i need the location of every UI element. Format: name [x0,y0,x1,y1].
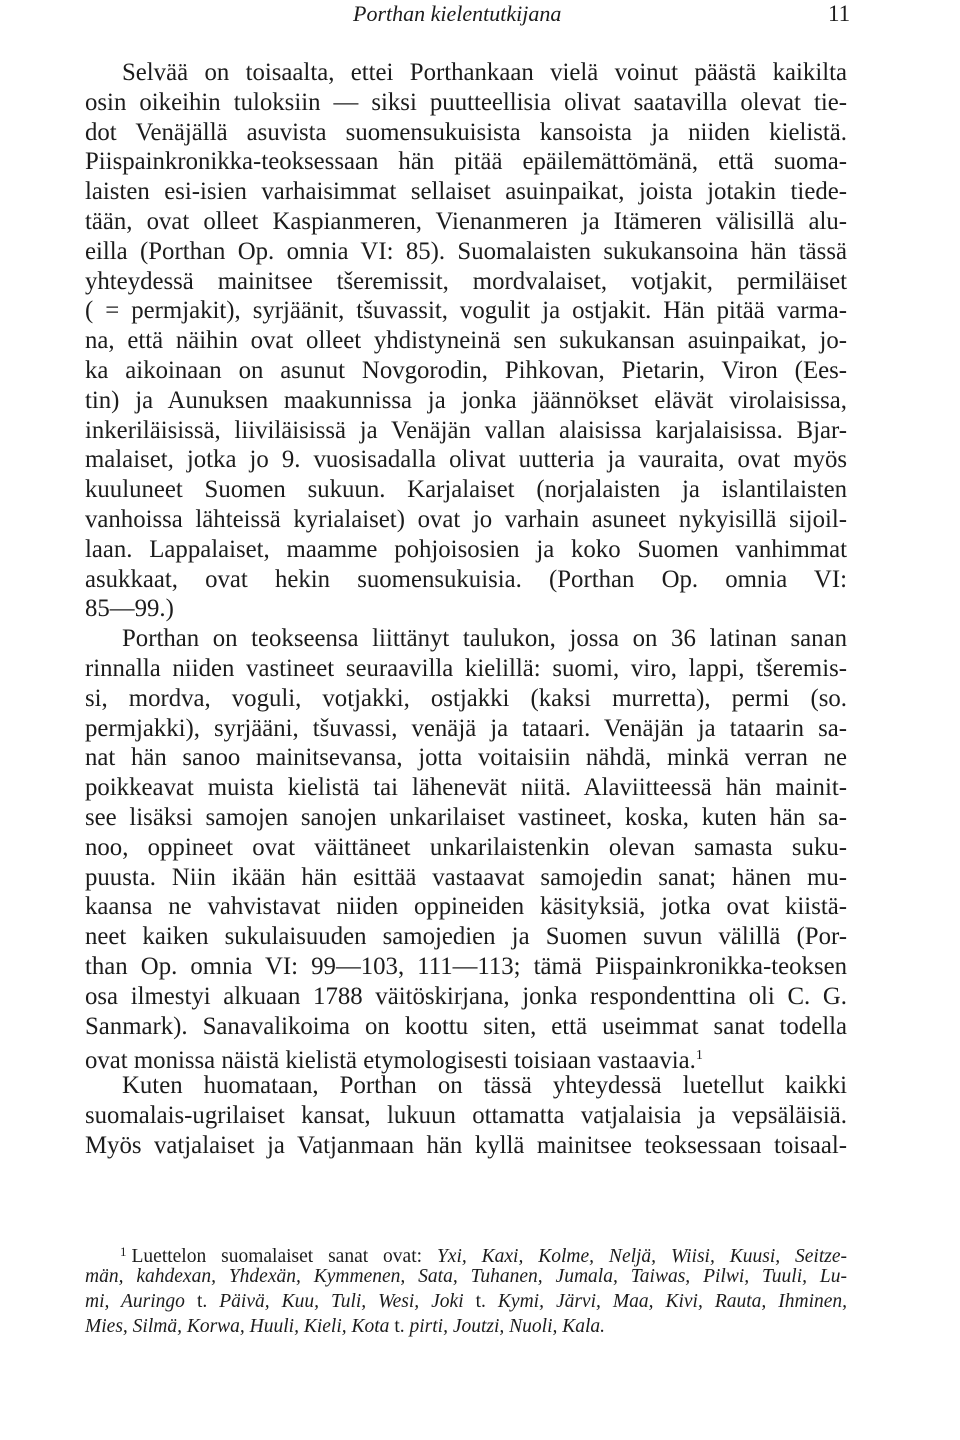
footnote-line [85,1314,847,1339]
footnote-number: 1 [120,1244,127,1259]
text-line: vanhoissa lähteissä kyrialaiset) ovat jo varhain asuneet nykyisillä sijoil- [85,505,847,533]
text-line: yhteydessä mainitsee tšeremissit, mordvalaiset, votjakit, permiläiset [85,267,847,295]
footnote-words: män, kahdexan, Yhdexän, Kymmenen, Sata, Tuhanen, Jumala, Taiwas, Pilwi, Tuuli, Lu- [85,1266,847,1287]
text-line: na, että näihin ovat olleet yhdistyneinä sen sukukansan asuinpaikat, jo- [85,327,847,355]
text-line: Myös vatjalaiset ja Vatjanmaan hän kyllä mainitsee teoksessaan toisaal- [85,1131,847,1159]
text-line-content: ovat monissa näistä kielistä etymologisesti toisiaan vastaavia. [85,1047,696,1075]
text-line: si, mordva, voguli, votjakki, ostjakki (kaksi murretta), permi (so. [85,684,847,712]
text-line: Sanmark). Sanavalikoima on koottu siten, että useimmat sanat todella [85,1012,847,1040]
text-line: kuuluneet Suomen sukuun. Karjalaiset (norjalaisten ja islantilaisten [85,476,847,504]
text-line: laan. Lappalaiset, maamme pohjoisosien ja koko Suomen vanhimmat [85,535,847,563]
text-line: kaansa ne vahvistavat niiden oppineiden käsityksiä, jotka ovat kiistä- [85,893,847,921]
text-line: osa ilmestyi alkuaan 1788 väitöskirjana, jonka respondenttina oli C. G. [85,982,847,1010]
text-line: Selvää on toisaalta, ettei Porthankaan vielä voinut päästä kaikilta [122,59,847,86]
footnote-line [85,1264,847,1289]
text-line: eilla (Porthan Op. omnia VI: 85). Suomalaisten sukukansoina hän tässä [85,237,847,265]
footnote-separator: t. [394,1316,405,1337]
text-line: osin oikeihin tuloksiin — siksi puutteellisia olivat saatavilla olevat tie- [85,88,847,116]
text-line: dot Venäjällä asuvista suomensukuisista kansoista ja niiden kielistä. [85,118,847,146]
main-text [85,58,847,1160]
text-line: permjakki), syrjääni, tšuvassi, venäjä ja tataari. Venäjän ja tataarin sa- [85,714,847,742]
text-line: rinnalla niiden vastineet seuraavilla kielillä: suomi, viro, lappi, tšeremis- [85,654,847,682]
text-line: puusta. Niin ikään hän esittää vastaavat samojedin sanat; hänen mu- [85,863,847,891]
footnote-words: Päivä, Kuu, Tuli, Wesi, Joki [219,1291,464,1312]
running-title: Porthan kielentutkijana [353,1,562,26]
text-line: ( = permjakit), syrjäänit, tšuvassit, vogulit ja ostjakit. Hän pitää varma- [85,297,847,325]
text-line: Kuten huomataan, Porthan on tässä yhteydessä luetellut kaikki [122,1072,847,1100]
text-line: nat hän sanoo mainitsevansa, jotta voitaisiin nähdä, minkä verran ne [85,744,847,772]
footnote-words: Yxi, Kaxi, Kolme, Neljä, Wiisi, Kuusi, Seitze- [436,1246,847,1267]
text-line: ka aikoinaan on asunut Novgorodin, Pihkovan, Pietarin, Viron (Ees- [85,356,847,384]
page-number: 11 [828,1,851,26]
text-line: noo, oppineet ovat väittäneet unkarilaistenkin olevan samasta suku- [85,833,847,861]
text-line: neet kaiken sukulaisuuden samojedien ja Suomen suvun välillä (Por- [85,923,847,951]
footnote-separator: t. [196,1291,208,1312]
text-line: than Op. omnia VI: 99—103, 111—113; tämä Piispainkronikka-teoksen [85,952,847,980]
text-line: suomalais-ugrilaiset kansat, lukuun ottamatta vatjalaisia ja vepsäläisiä. [85,1101,847,1129]
footnote-separator: t. [475,1291,486,1312]
text-line: 85—99.) [85,595,174,623]
text-line: laisten esi-isien varhaisimmat sellaiset asuinpaikat, joista jotakin tiede- [85,178,847,206]
footnote-words: Kymi, Järvi, Maa, Kivi, Rauta, Ihminen, [497,1291,848,1312]
text-line: inkeriläisissä, liiviläisissä ja Venäjän vallan alaisissa karjalaisissa. Bjar- [85,416,847,444]
text-line: tin) ja Aunuksen maakunnissa ja jonka jäännökset elävät virolaisissa, [85,386,847,414]
text-line: Piispainkronikka-teoksessaan hän pitää epäilemättömänä, että suoma- [85,148,847,176]
text-line: poikkeavat muista kielistä tai lähenevät niitä. Alaviitteessä hän mainit- [85,774,847,802]
text-line: malaiset, jotka jo 9. vuosisadalla olivat uutteria ja vauraita, ovat myös [85,446,847,474]
text-line-with-footnote-ref [85,1041,847,1075]
text-line: see lisäksi samojen sanojen unkarilaiset vastineet, koska, kuten hän sa- [85,803,847,831]
footnote-words: pirti, Joutzi, Nuoli, Kala. [409,1316,606,1337]
footnote-intro: Luettelon suomalaiset sanat ovat: [131,1246,423,1267]
footnote-words: Mies, Silmä, Korwa, Huuli, Kieli, Kota [85,1316,390,1337]
text-line: asukkaat, ovat hekin suomensukuisia. (Porthan Op. omnia VI: [85,565,847,593]
text-line: Porthan on teokseensa liittänyt taulukon, jossa on 36 latinan sanan [122,625,847,653]
footnote-reference: 1 [695,1048,703,1064]
text-line: tään, ovat olleet Kaspianmeren, Vienanmeren ja Itämeren välisillä alu- [85,207,847,235]
footnote-line [85,1289,847,1314]
footnote [85,1239,847,1339]
footnote-words: mi, Auringo [85,1291,185,1312]
page-header [0,0,960,40]
footnote-line [85,1239,847,1267]
